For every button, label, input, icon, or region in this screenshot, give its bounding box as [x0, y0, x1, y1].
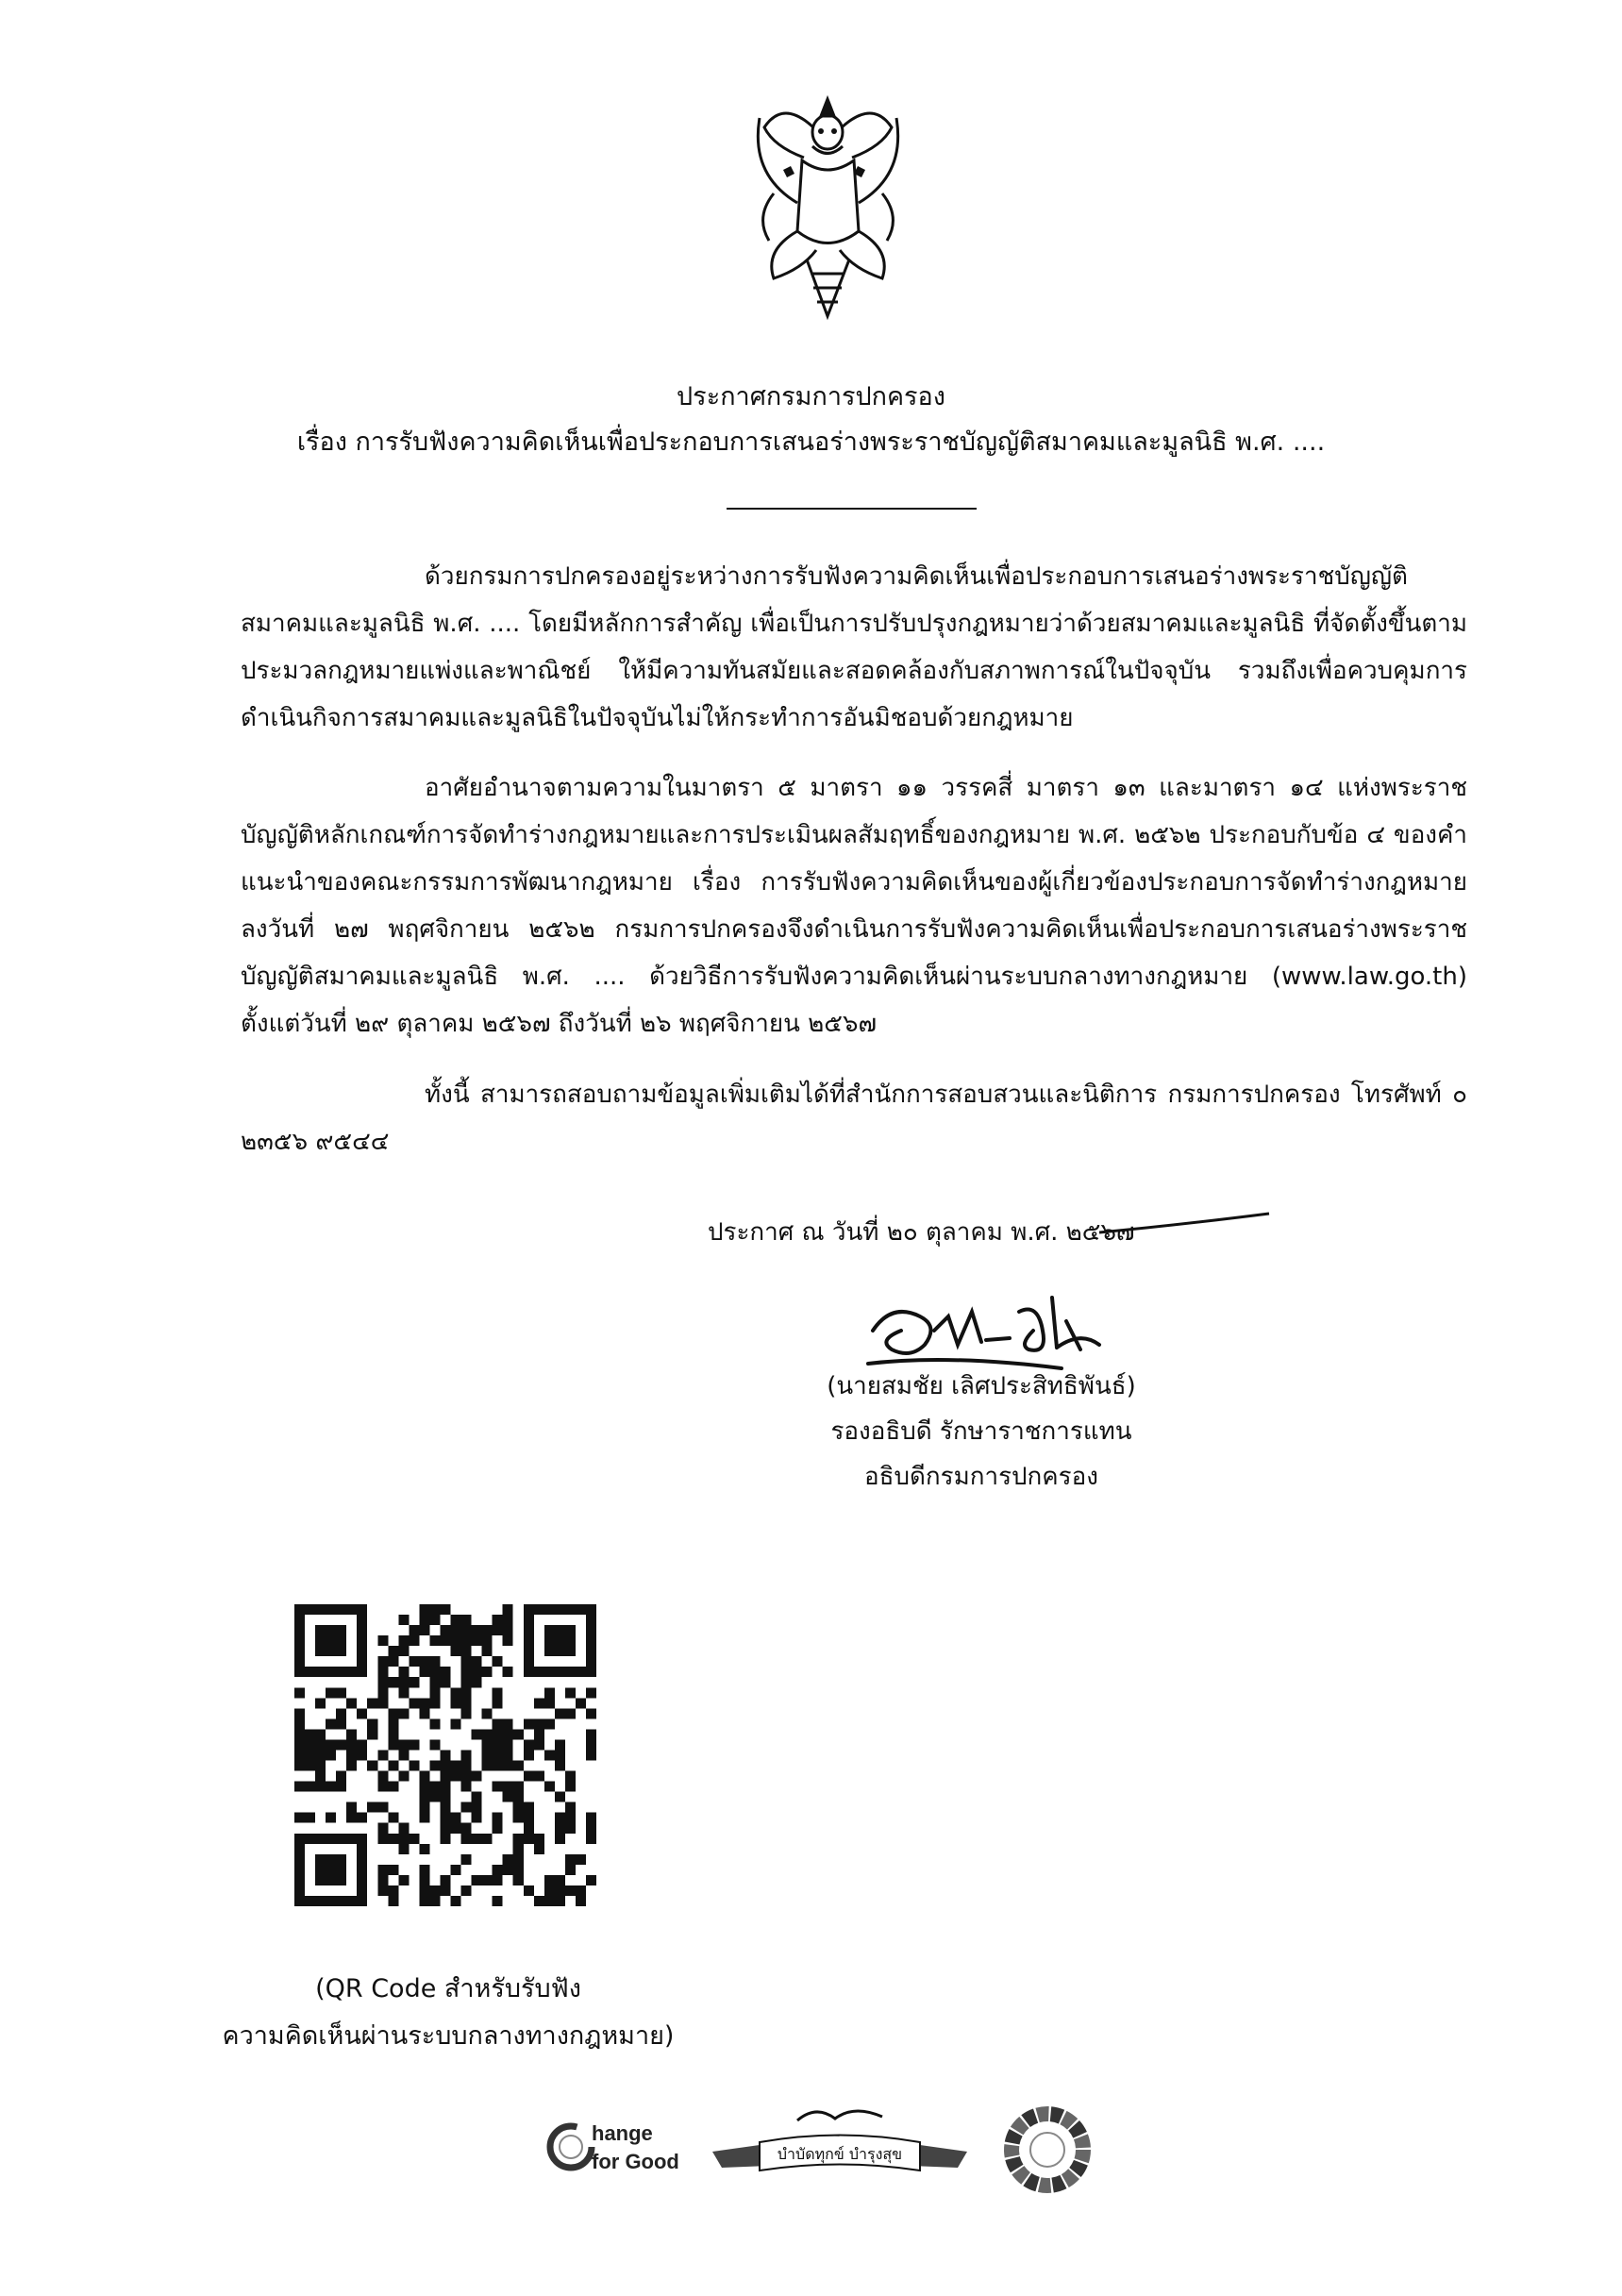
qr-caption-line-1: (QR Code สำหรับรับฟัง	[315, 1974, 581, 2003]
qr-caption	[165, 1966, 731, 2060]
qr-caption-line-2: ความคิดเห็นผ่านระบบกลางทางกฎหมาย)	[222, 2021, 675, 2051]
body-paragraph-1: ด้วยกรมการปกครองอยู่ระหว่างการรับฟังความคิดเห็นเพื่อประกอบการเสนอร่างพระราชบัญญัติสมาคมและมูลนิธิ พ.ศ. .... โดยมีหลักการสำคัญ เพื่อเป็นการปรับปรุงกฎหมายว่าด้วยสมาคมและมูลนิธิ ที่จัดตั้งขึ้นตามประมวลกฎหมายแพ่งและพาณิชย์ ให้มีความทันสมัยและสอดคล้องกับสภาพการณ์ในปัจจุบัน รวมถึงเพื่อควบคุมการดำเนินกิจการสมาคมและมูลนิธิในปัจจุบันไม่ให้กระทำการอันมิชอบด้วยกฎหมาย	[241, 562, 1467, 732]
sdg-wheel-icon	[1000, 2103, 1095, 2197]
change-for-good-logo	[543, 2114, 694, 2180]
body-paragraph-3: ทั้งนี้ สามารถสอบถามข้อมูลเพิ่มเติมได้ที่สำนักการสอบสวนและนิติการ กรมการปกครอง โทรศัพท์ ๐ ๒๓๕๖ ๙๕๔๔	[241, 1081, 1467, 1156]
dopa-motto-logo	[703, 2100, 977, 2185]
subject-line: เรื่อง การรับฟังความคิดเห็นเพื่อประกอบการเสนอร่างพระราชบัญญัติสมาคมและมูลนิธิ พ.ศ. ....	[296, 427, 1326, 457]
signer-name: (นายสมชัย เลิศประสิทธิพันธ์)	[827, 1372, 1136, 1400]
cfg-line-2: for Good	[592, 2150, 679, 2173]
change-for-good-c-icon	[543, 2119, 599, 2175]
page-title: ประกาศกรมการปกครอง	[677, 382, 945, 411]
signature-block	[774, 1364, 1189, 1500]
motto-text: บำบัดทุกข์ บำรุงสุข	[777, 2145, 903, 2163]
signer-office: อธิบดีกรมการปกครอง	[864, 1463, 1098, 1491]
ribbon-icon	[703, 2100, 977, 2185]
cfg-line-1: hange	[592, 2121, 653, 2145]
qr-code-icon[interactable]	[294, 1604, 596, 1906]
signer-position: รองอธิบดี รักษาราชการแทน	[830, 1417, 1132, 1446]
garuda-emblem-icon	[745, 90, 911, 330]
announcement-date: ประกาศ ณ วันที่ ๒๐ ตุลาคม พ.ศ. ๒๕๖๗	[708, 1218, 1135, 1247]
handwritten-stroke	[1095, 1210, 1274, 1238]
title-divider	[727, 508, 977, 510]
body-paragraph-2: อาศัยอำนาจตามความในมาตรา ๕ มาตรา ๑๑ วรรคสี่ มาตรา ๑๓ และมาตรา ๑๔ แห่งพระราชบัญญัติหลักเกณฑ์การจัดทำร่างกฎหมายและการประเมินผลสัมฤทธิ์ของกฎหมาย พ.ศ. ๒๕๖๒ ประกอบกับข้อ ๔ ของคำแนะนำของคณะกรรมการพัฒนากฎหมาย เรื่อง การรับฟังความคิดเห็นของผู้เกี่ยวข้องประกอบการจัดทำร่างกฎหมาย ลงวันที่ ๒๗ พฤศจิกายน ๒๕๖๒ กรมการปกครองจึงดำเนินการรับฟังความคิดเห็นเพื่อประกอบการเสนอร่างพระราชบัญญัติสมาคมและมูลนิธิ พ.ศ. .... ด้วยวิธีการรับฟังความคิดเห็นผ่านระบบกลางทางกฎหมาย (www.law.go.th) ตั้งแต่วันที่ ๒๙ ตุลาคม ๒๕๖๗ ถึงวันที่ ๒๖ พฤศจิกายน ๒๕๖๗	[241, 774, 1467, 1038]
